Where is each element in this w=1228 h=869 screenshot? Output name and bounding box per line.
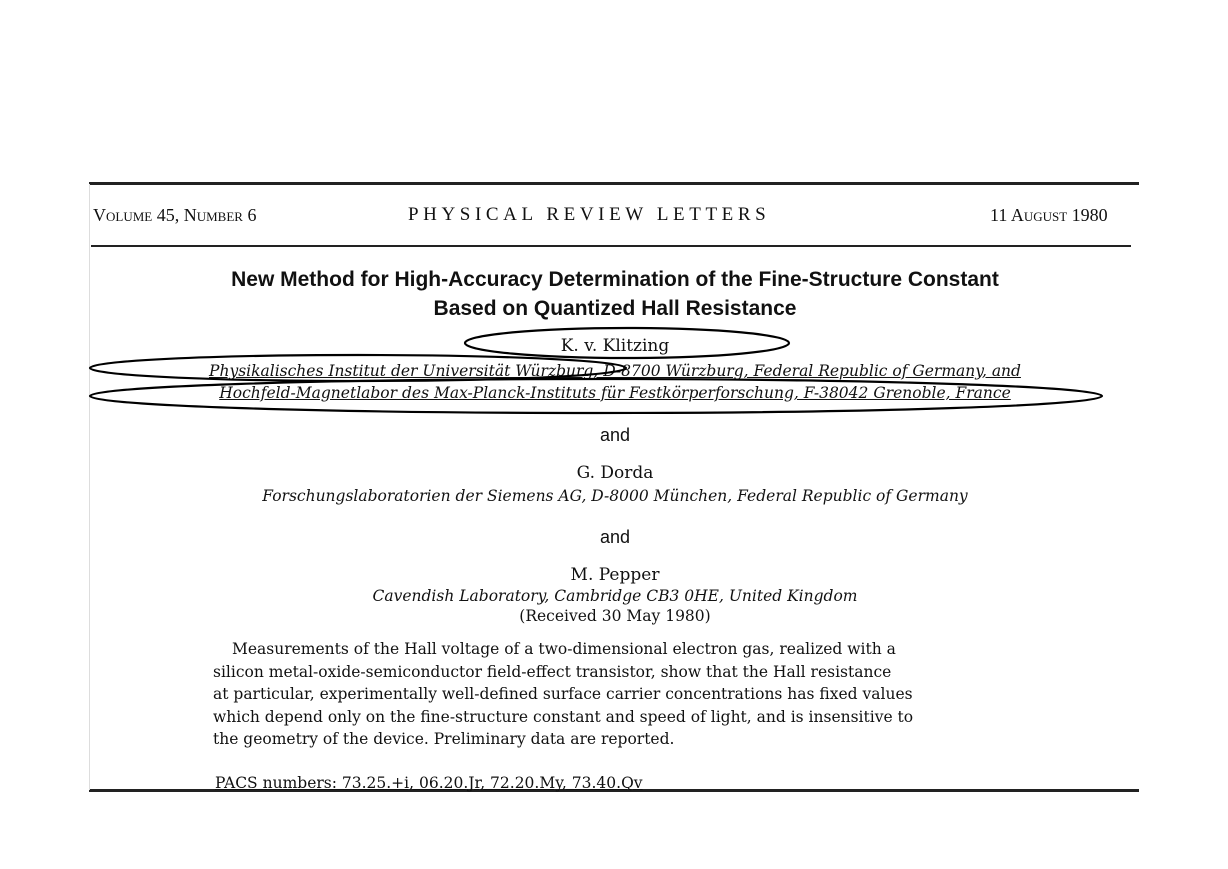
author-name-dorda: G. Dorda bbox=[576, 463, 654, 483]
author-name-pepper: M. Pepper bbox=[570, 565, 660, 585]
author-name-klitzing: K. v. Klitzing bbox=[560, 336, 670, 356]
paper-title-line-1: New Method for High-Accuracy Determination of the Fine-Structure Constant bbox=[231, 268, 999, 291]
affiliation-siemens: Forschungslaboratorien der Siemens AG, D-8000 München, Federal Republic of Germany bbox=[262, 487, 968, 505]
ellipse-author-klitzing bbox=[465, 328, 789, 358]
journal-name: PHYSICAL REVIEW LETTERS bbox=[408, 204, 771, 225]
volume-number: Volume 45, Number 6 bbox=[93, 205, 257, 225]
abstract-line: the geometry of the device. Preliminary data are reported. bbox=[213, 730, 675, 748]
received-date: (Received 30 May 1980) bbox=[519, 607, 711, 625]
abstract-line: Measurements of the Hall voltage of a two-dimensional electron gas, realized with a bbox=[232, 640, 896, 658]
pacs-numbers: PACS numbers: 73.25.+i, 06.20.Jr, 72.20.My, 73.40.Qv bbox=[215, 774, 643, 792]
ellipse-affiliation-wurzburg bbox=[90, 355, 626, 381]
affiliation-grenoble: Hochfeld-Magnetlabor des Max-Planck-Instituts für Festkörperforschung, F-38042 Grenoble, France bbox=[219, 384, 1011, 402]
abstract-line: at particular, experimentally well-defined surface carrier concentrations has fixed values bbox=[213, 685, 913, 703]
paper-title-line-2: Based on Quantized Hall Resistance bbox=[433, 297, 797, 320]
affiliation-wurzburg: Physikalisches Institut der Universität Würzburg, D-8700 Würzburg, Federal Republic of Germany, and bbox=[209, 362, 1021, 380]
abstract-line: silicon metal-oxide-semiconductor field-effect transistor, show that the Hall resistance bbox=[213, 663, 892, 681]
abstract-line: which depend only on the fine-structure constant and speed of light, and is insensitive to bbox=[213, 708, 914, 726]
author-separator: and bbox=[599, 425, 631, 445]
author-separator: and bbox=[599, 527, 631, 547]
issue-date: 11 August 1980 bbox=[990, 205, 1108, 225]
affiliation-cavendish: Cavendish Laboratory, Cambridge CB3 0HE, United Kingdom bbox=[372, 587, 858, 605]
ellipse-affiliation-grenoble bbox=[90, 379, 1102, 413]
